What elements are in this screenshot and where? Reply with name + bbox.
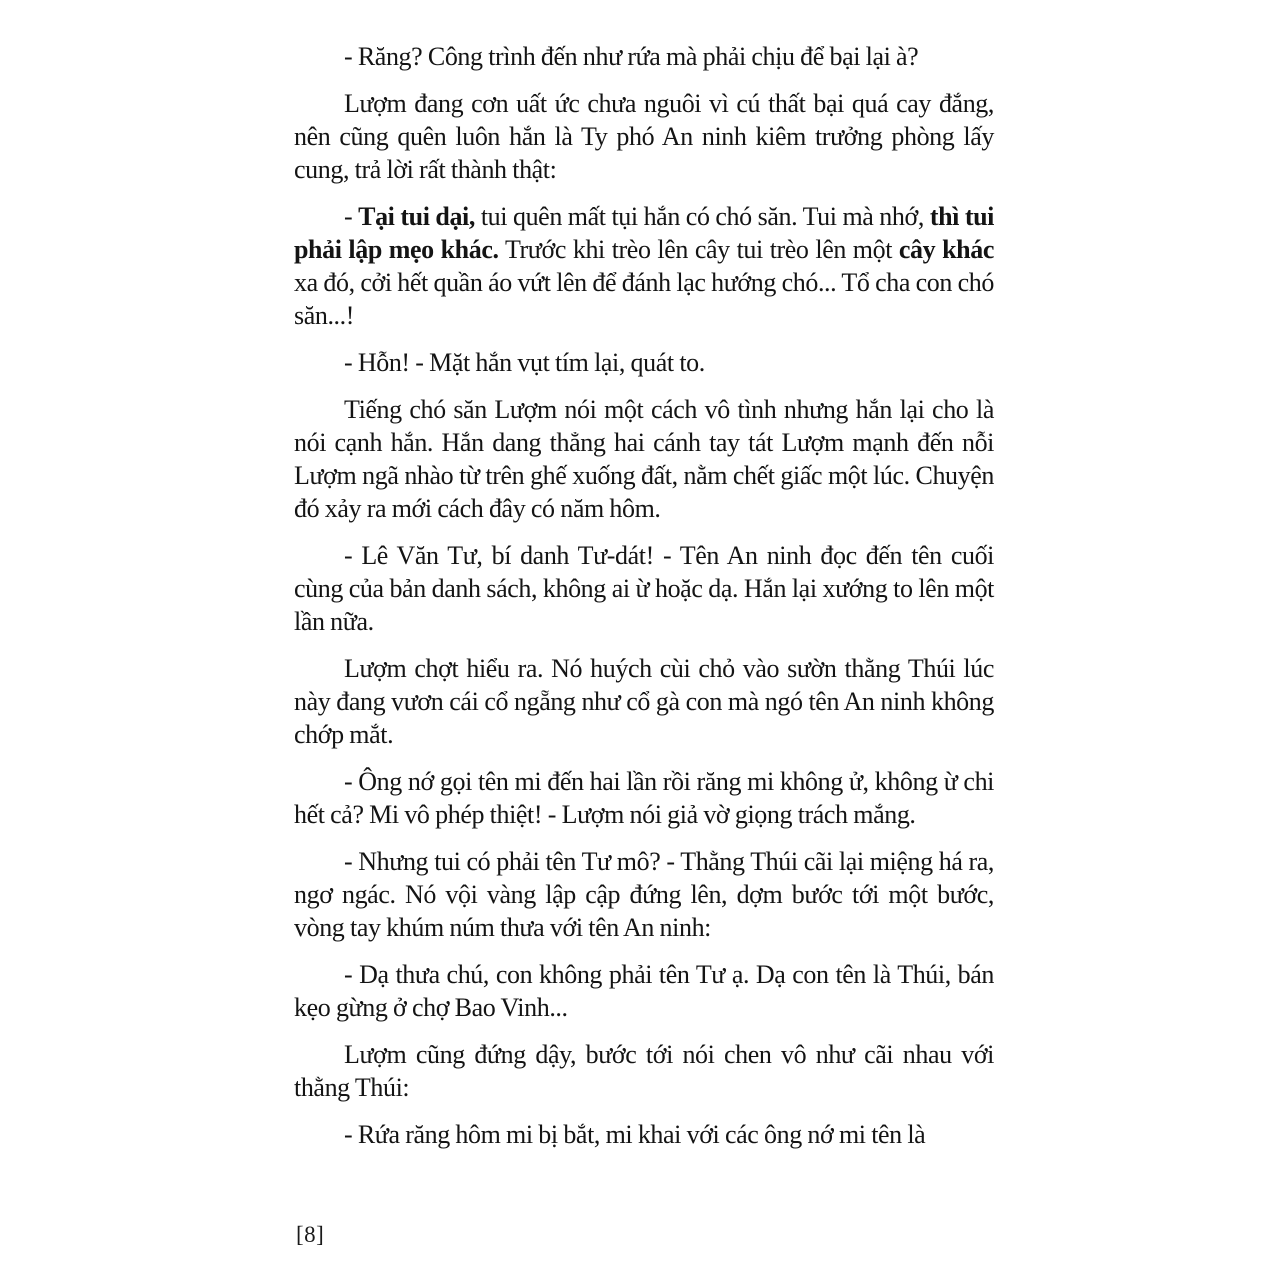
text-run: Lượm chợt hiểu ra. Nó huých cùi chỏ vào sườn thằng Thúi lúc này đang vươn cái cổ ngẵng như cổ gà con mà ngó tên An ninh không chớp mắt. bbox=[294, 654, 994, 749]
paragraph bbox=[294, 958, 994, 1024]
text-run: - Lê Văn Tư, bí danh Tư-dát! - Tên An ninh đọc đến tên cuối cùng của bản danh sách, không ai ừ hoặc dạ. Hắn lại xướng to lên một lần nữa. bbox=[294, 541, 994, 636]
paragraph bbox=[294, 539, 994, 638]
paragraph bbox=[294, 765, 994, 831]
text-run: - Răng? Công trình đến như rứa mà phải chịu để bại lại à? bbox=[344, 42, 919, 71]
text-run: Tại tui dại, bbox=[358, 202, 475, 231]
text-run: Tiếng chó săn Lượm nói một cách vô tình nhưng hắn lại cho là nói cạnh hắn. Hắn dang thẳng hai cánh tay tát Lượm mạnh đến nỗi Lượm ngã nhào từ trên ghế xuống đất, nằm chết giấc một lúc. Chuyện đó xảy ra mới cách đây có năm hôm. bbox=[294, 395, 994, 523]
paragraph bbox=[294, 1118, 994, 1151]
text-run: - Dạ thưa chú, con không phải tên Tư ạ. Dạ con tên là Thúi, bán kẹo gừng ở chợ Bao Vinh... bbox=[294, 960, 994, 1022]
page-number-label: [8] bbox=[296, 1222, 325, 1247]
paragraph bbox=[294, 845, 994, 944]
paragraph bbox=[294, 652, 994, 751]
text-run: - Ông nớ gọi tên mi đến hai lần rồi răng mi không ử, không ừ chi hết cả? Mi vô phép thiệt! - Lượm nói giả vờ giọng trách mắng. bbox=[294, 767, 994, 829]
text-run: cây khác bbox=[898, 235, 994, 264]
text-run: tui quên mất tụi hắn có chó săn. Tui mà nhớ, bbox=[474, 202, 930, 231]
text-run: - Nhưng tui có phải tên Tư mô? - Thằng Thúi cãi lại miệng há ra, ngơ ngác. Nó vội vàng lập cập đứng lên, dợm bước tới một bước, vòng tay khúm núm thưa với tên An ninh: bbox=[294, 847, 994, 942]
text-run: xa đó, cởi hết quần áo vứt lên để đánh lạc hướng chó... Tổ cha con chó săn...! bbox=[294, 268, 994, 330]
paragraph bbox=[294, 200, 994, 332]
text-run: Lượm cũng đứng dậy, bước tới nói chen vô như cãi nhau với thằng Thúi: bbox=[294, 1040, 994, 1102]
text-run: - Hỗn! - Mặt hắn vụt tím lại, quát to. bbox=[344, 348, 705, 377]
text-run: thì tui phải lập mẹo khác. bbox=[294, 202, 994, 264]
text-run: Trước khi trèo lên cây tui trèo lên một bbox=[498, 235, 899, 264]
paragraph bbox=[294, 393, 994, 525]
paragraph bbox=[294, 1038, 994, 1104]
paragraph bbox=[294, 40, 994, 73]
text-run: - bbox=[344, 202, 359, 231]
page-text bbox=[294, 40, 994, 1165]
text-run: - Rứa răng hôm mi bị bắt, mi khai với các ông nớ mi tên là bbox=[344, 1120, 926, 1149]
text-run: Lượm đang cơn uất ức chưa nguôi vì cú thất bại quá cay đắng, nên cũng quên luôn hắn là Ty phó An ninh kiêm trưởng phòng lấy cung, trả lời rất thành thật: bbox=[294, 89, 994, 184]
paragraph bbox=[294, 346, 994, 379]
paragraph bbox=[294, 87, 994, 186]
